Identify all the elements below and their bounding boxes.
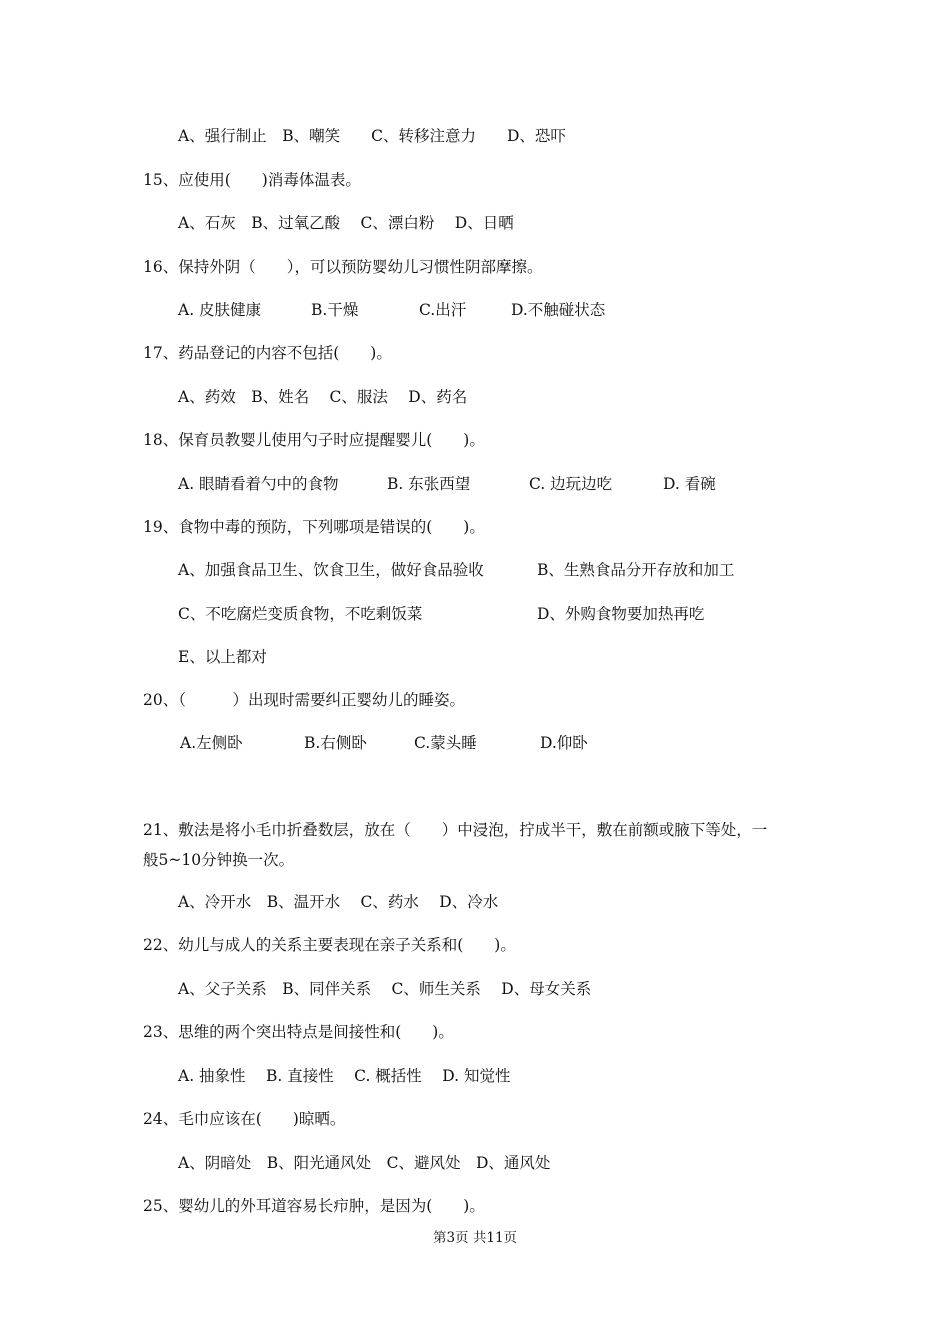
q14-options: A、强行制止 B、嘲笑 C、转移注意力 D、恐吓 (178, 127, 566, 145)
q23-question: 23、思维的两个突出特点是间接性和( )。 (143, 1023, 454, 1041)
q19-option-c: C、不吃腐烂变质食物，不吃剩饭菜 (178, 605, 423, 623)
q17-options: A、药效 B、姓名 C、服法 D、药名 (178, 388, 468, 406)
q22-options: A、父子关系 B、同伴关系 C、师生关系 D、母女关系 (178, 980, 592, 998)
q20-option-a: A.左侧卧 (180, 734, 243, 752)
q17-question: 17、药品登记的内容不包括( )。 (143, 344, 392, 362)
q19-option-b: B、生熟食品分开存放和加工 (537, 561, 735, 579)
q19-option-e: E、以上都对 (178, 648, 267, 666)
q20-option-c: C.蒙头睡 (414, 734, 477, 752)
q16-option-a: A. 皮肤健康 (178, 301, 262, 319)
q18-option-b: B. 东张西望 (387, 475, 471, 493)
q20-option-d: D.仰卧 (540, 734, 588, 752)
q22-question: 22、幼儿与成人的关系主要表现在亲子关系和( )。 (143, 936, 516, 954)
q24-options: A、阴暗处 B、阳光通风处 C、避风处 D、通风处 (178, 1154, 551, 1172)
q23-options: A. 抽象性 B. 直接性 C. 概括性 D. 知觉性 (178, 1067, 511, 1085)
q18-option-a: A. 眼睛看着勺中的食物 (178, 475, 339, 493)
page-footer: 第3页 共11页 (432, 1230, 518, 1246)
q15-options: A、石灰 B、过氧乙酸 C、漂白粉 D、日晒 (178, 214, 514, 232)
q15-question: 15、应使用( )消毒体温表。 (143, 171, 361, 189)
q20-options (178, 733, 878, 753)
q16-option-c: C.出汗 (419, 301, 467, 319)
q19-question: 19、食物中毒的预防，下列哪项是错误的( )。 (143, 518, 485, 536)
q24-question: 24、毛巾应该在( )晾晒。 (143, 1110, 346, 1128)
q18-option-c: C. 边玩边吃 (529, 475, 613, 493)
q16-question: 16、保持外阴（ ），可以预防婴幼儿习惯性阴部摩擦。 (143, 258, 543, 276)
q19-option-d: D、外购食物要加热再吃 (537, 605, 705, 623)
q25-question: 25、婴幼儿的外耳道容易长疖肿，是因为( )。 (143, 1197, 485, 1215)
q20-question: 20、（ ）出现时需要纠正婴幼儿的睡姿。 (143, 691, 465, 709)
q18-question: 18、保育员教婴儿使用勺子时应提醒婴儿( )。 (143, 431, 485, 449)
q21-options: A、冷开水 B、温开水 C、药水 D、冷水 (178, 893, 499, 911)
q21-question-line2: 般5~10分钟换一次。 (143, 851, 295, 869)
q16-option-d: D.不触碰状态 (511, 301, 606, 319)
q18-options (178, 474, 878, 494)
q21-question-line1: 21、敷法是将小毛巾折叠数层，放在（ ）中浸泡，拧成半干，敷在前额或腋下等处，一 (143, 821, 768, 839)
q19-option-a: A、加强食品卫生、饮食卫生，做好食品验收 (178, 561, 484, 579)
q18-option-d: D. 看碗 (663, 475, 716, 493)
q19-options-cd (178, 604, 878, 624)
q16-options (178, 300, 878, 320)
q20-option-b: B.右侧卧 (304, 734, 367, 752)
q19-options-ab (178, 560, 878, 580)
q16-option-b: B.干燥 (311, 301, 359, 319)
